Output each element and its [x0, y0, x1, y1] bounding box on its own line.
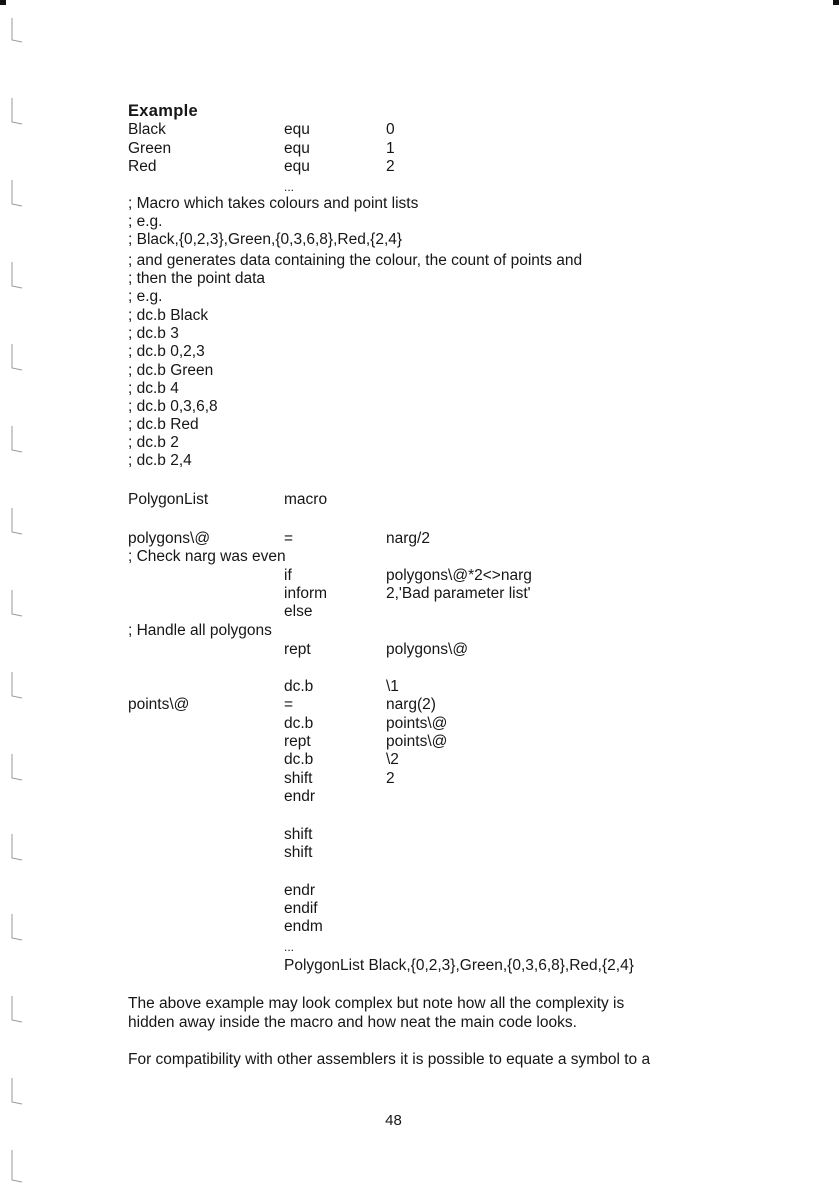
equ-value: 2: [386, 158, 395, 175]
page-number: 48: [385, 1112, 402, 1129]
macro-op: shift: [284, 844, 313, 861]
comment-line: ; dc.b 0,3,6,8: [128, 398, 218, 415]
comment-line: ; e.g.: [128, 213, 163, 230]
equ-label: Green: [128, 140, 172, 157]
comment-line: ; dc.b 0,2,3: [128, 343, 205, 360]
ellipsis: ...: [284, 180, 295, 194]
comment-line: ; dc.b 2,4: [128, 452, 192, 469]
macro-op: dc.b: [284, 678, 314, 695]
macro-op: macro: [284, 491, 328, 508]
comment-line: ; dc.b 3: [128, 325, 179, 342]
macro-op: dc.b: [284, 751, 314, 768]
macro-arg: 2,'Bad parameter list': [386, 585, 531, 602]
macro-arg: polygons\@: [386, 641, 469, 658]
macro-arg: 2: [386, 770, 395, 787]
macro-op: shift: [284, 826, 313, 843]
macro-op: endif: [284, 900, 318, 917]
macro-arg: \2: [386, 751, 399, 768]
paragraph-line: For compatibility with other assemblers it is possible to equate a symbol to a: [128, 1051, 651, 1068]
macro-op: endr: [284, 788, 316, 805]
comment-line: ; dc.b Red: [128, 416, 199, 433]
macro-arg: narg/2: [386, 530, 430, 547]
comment-line: ; Macro which takes colours and point lists: [128, 195, 419, 212]
macro-arg: points\@: [386, 733, 448, 750]
macro-arg: points\@: [386, 715, 448, 732]
corner-mark-left: [0, 0, 6, 5]
macro-label: points\@: [128, 696, 190, 713]
comment-line: ; dc.b Black: [128, 307, 209, 324]
equ-label: Black: [128, 121, 166, 138]
macro-op: dc.b: [284, 715, 314, 732]
comment-line: ; e.g.: [128, 288, 163, 305]
comment-line: ; Handle all polygons: [128, 622, 272, 639]
comment-line: ; and generates data containing the colour, the count of points and: [128, 252, 583, 269]
equ-value: 0: [386, 121, 395, 138]
macro-op: rept: [284, 733, 311, 750]
ellipsis: ...: [284, 940, 295, 954]
comment-line: ; dc.b 2: [128, 434, 179, 451]
macro-arg: narg(2): [386, 696, 436, 713]
binding-margin-marks: [0, 0, 40, 1190]
corner-mark-right: [833, 0, 839, 5]
macro-label: PolygonList: [128, 491, 209, 508]
comment-line: ; dc.b 4: [128, 380, 179, 397]
paragraph-line: hidden away inside the macro and how neat the main code looks.: [128, 1014, 577, 1031]
macro-op: =: [284, 696, 294, 713]
equ-op: equ: [284, 140, 310, 157]
equ-op: equ: [284, 158, 310, 175]
macro-op: =: [284, 530, 294, 547]
comment-line: ; then the point data: [128, 270, 266, 287]
comment-line: ; Check narg was even: [128, 548, 286, 565]
macro-label: polygons\@: [128, 530, 211, 547]
macro-op: rept: [284, 641, 311, 658]
paragraph-line: The above example may look complex but note how all the complexity is: [128, 995, 625, 1012]
example-heading: Example: [128, 102, 198, 120]
macro-arg: \1: [386, 678, 399, 695]
equ-op: equ: [284, 121, 310, 138]
macro-op: inform: [284, 585, 328, 602]
comment-line: ; dc.b Green: [128, 362, 214, 379]
macro-op: if: [284, 567, 292, 584]
macro-op: endr: [284, 882, 316, 899]
binding-marks-icon: [0, 0, 40, 1190]
macro-op: endm: [284, 918, 323, 935]
macro-invocation: PolygonList Black,{0,2,3},Green,{0,3,6,8},Red,{2,4}: [284, 957, 634, 974]
macro-op: shift: [284, 770, 313, 787]
equ-value: 1: [386, 140, 395, 157]
comment-line: ; Black,{0,2,3},Green,{0,3,6,8},Red,{2,4}: [128, 231, 403, 248]
macro-op: else: [284, 603, 313, 620]
macro-arg: polygons\@*2<>narg: [386, 567, 532, 584]
equ-label: Red: [128, 158, 157, 175]
